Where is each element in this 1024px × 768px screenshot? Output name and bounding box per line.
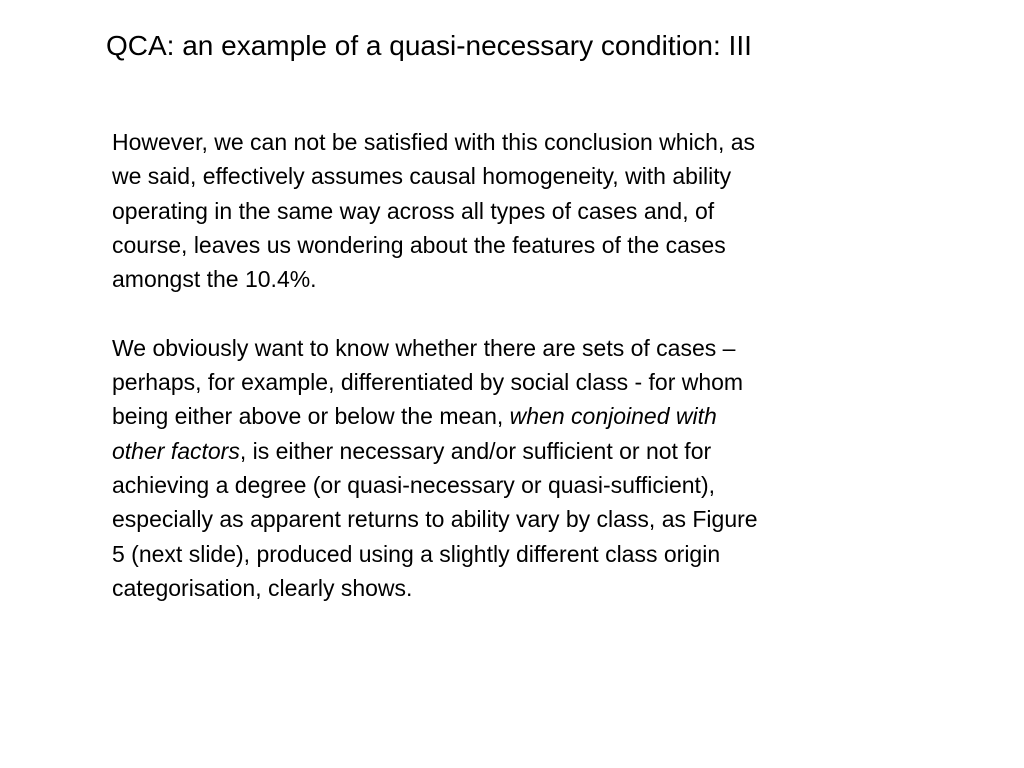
paragraph-2-text: , is either necessary and/or sufficient or not for <box>239 437 712 464</box>
paragraph-2-line <box>112 403 717 429</box>
slide-body <box>112 125 922 605</box>
italic-emphasis-text: other factors <box>112 437 240 464</box>
italic-emphasis-text: when conjoined with <box>509 403 717 430</box>
paragraph-2-line <box>112 438 711 464</box>
paragraph-1-line: operating in the same way across all types of cases and, of <box>112 197 715 224</box>
paragraph-1-line: course, leaves us wondering about the features of the cases <box>112 231 726 258</box>
paragraph-2-line: perhaps, for example, differentiated by social class - for whom <box>112 369 744 396</box>
paragraph-2-line: achieving a degree (or quasi-necessary or quasi-sufficient), <box>112 471 715 498</box>
paragraph-1-line: However, we can not be satisfied with this conclusion which, as <box>112 129 756 155</box>
paragraph-2-line: especially as apparent returns to ability vary by class, as Figure <box>112 506 758 533</box>
paragraph-1 <box>112 125 922 296</box>
paragraph-1-line: amongst the 10.4%. <box>112 266 317 293</box>
paragraph-1-line: we said, effectively assumes causal homogeneity, with ability <box>112 163 732 190</box>
paragraph-2 <box>112 331 922 605</box>
slide-title: QCA: an example of a quasi-necessary condition: III <box>106 30 752 61</box>
paragraph-2-text: being either above or below the mean, <box>112 403 510 430</box>
paragraph-2-line: 5 (next slide), produced using a slightly different class origin <box>112 540 721 567</box>
paragraph-2-line: We obviously want to know whether there are sets of cases – <box>112 334 736 361</box>
paragraph-2-line: categorisation, clearly shows. <box>112 574 413 601</box>
